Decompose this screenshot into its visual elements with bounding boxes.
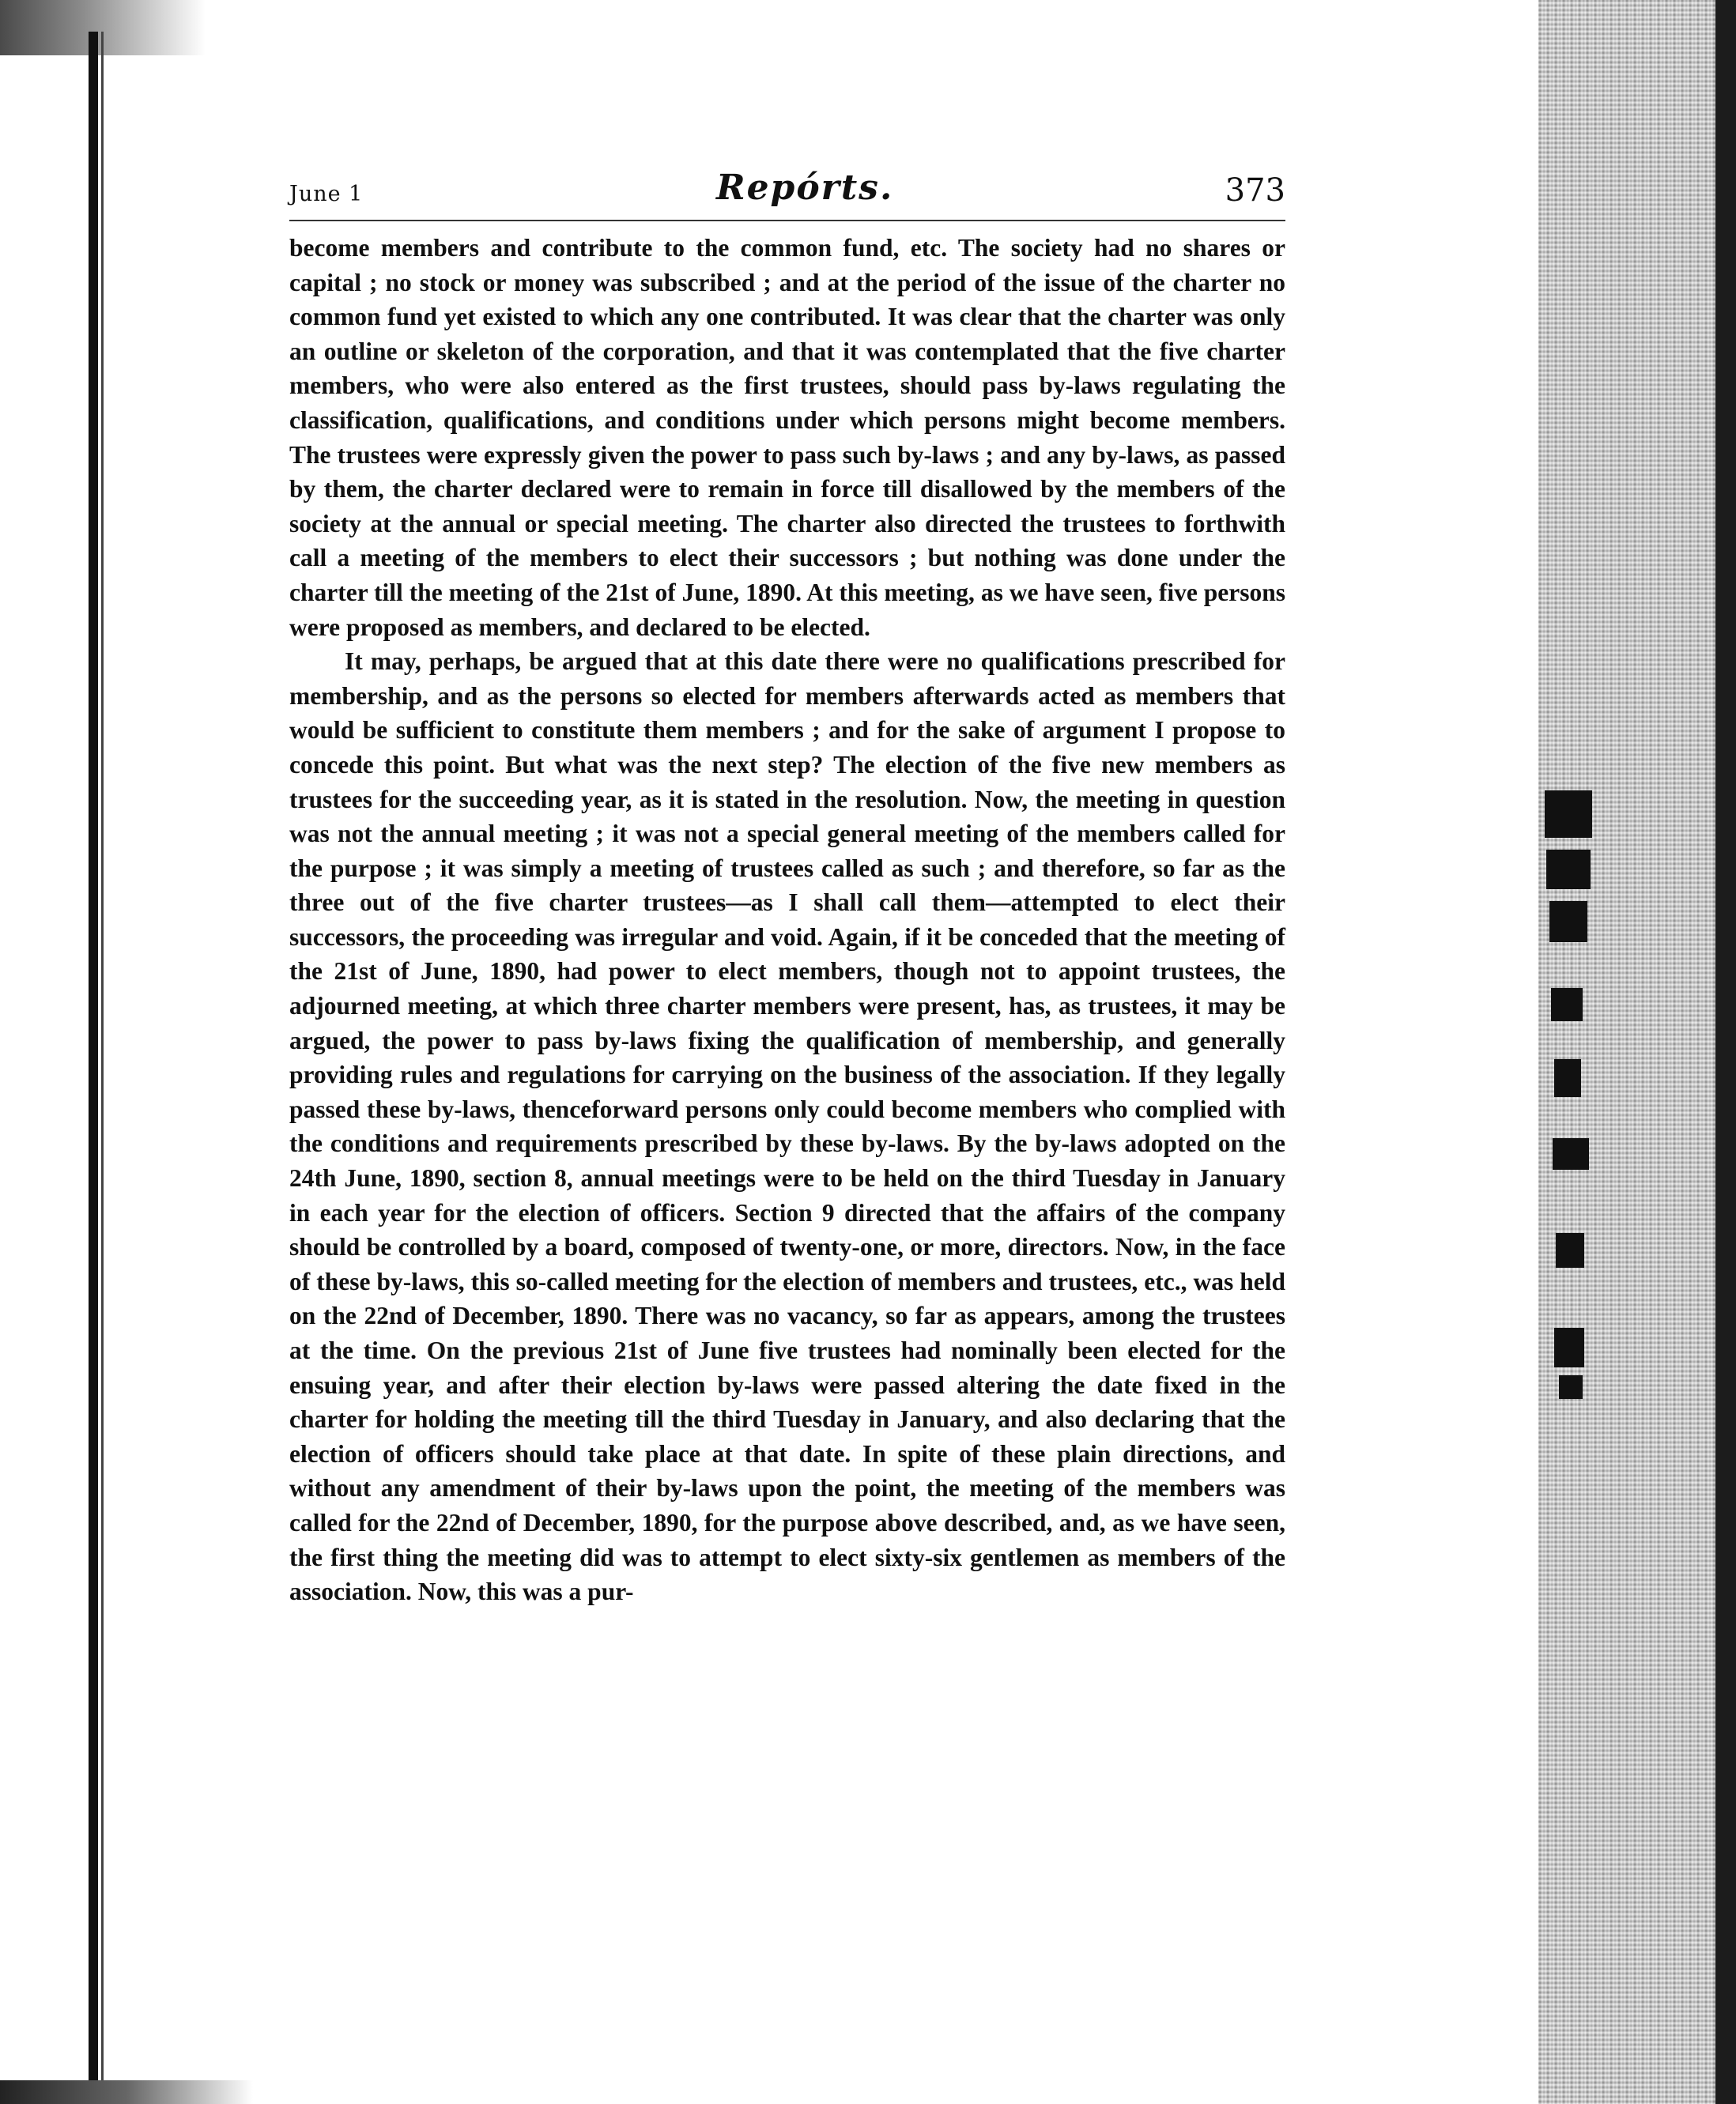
left-binding-edge <box>0 0 119 2104</box>
header-title: Repórts. <box>716 168 894 208</box>
binding-rule-thin <box>101 32 104 2087</box>
edge-blot <box>1556 1233 1584 1268</box>
edge-blot <box>1551 988 1583 1021</box>
header-date: June 1 <box>289 182 364 206</box>
edge-noise <box>1538 0 1736 2104</box>
bottom-left-smudge <box>0 2080 253 2104</box>
page-number: 373 <box>1225 172 1285 209</box>
binding-rule <box>89 32 98 2087</box>
header-rule <box>289 220 1285 221</box>
edge-blot <box>1554 1328 1584 1367</box>
body-text <box>289 231 1285 1609</box>
edge-blot <box>1553 1138 1589 1170</box>
edge-blot <box>1549 901 1587 942</box>
paragraph: It may, perhaps, be argued that at this date there were no qualifications prescribed for membership, and as the persons so elected for members afterwards acted as members that would be sufficient to constitute them members ; and for the sake of argument I propose to concede this point. But what was the next step? The election of the five new members as trustees for the succeeding year, as it is stated in the resolution. Now, the meeting in question was not the annual meeting ; it was not a special general meeting of the members called for the purpose ; it was simply a meeting of trustees called as such ; and therefore, so far as the three out of the five charter trustees—as I shall call them—attempted to elect their successors, the proceeding was irregular and void. Again, if it be conceded that the meeting of the 21st of June, 1890, had power to elect members, though not to appoint trustees, the adjourned meeting, at which three charter members were present, has, as trustees, it may be argued, the power to pass by-laws fixing the qualification of membership, and generally providing rules and regulations for carrying on the business of the association. If they legally passed these by-laws, thenceforward persons only could become members who complied with the conditions and requirements prescribed by these by-laws. By the by-laws adopted on the 24th June, 1890, section 8, annual meetings were to be held on the third Tuesday in January in each year for the election of officers. Section 9 directed that the affairs of the company should be controlled by a board, composed of twenty-one, or more, directors. Now, in the face of these by-laws, this so-called meeting for the election of members and trustees, etc., was held on the 22nd of December, 1890. There was no vacancy, so far as appears, among the trustees at the time. On the previous 21st of June five trustees had nominally been elected for the ensuing year, and after their election by-laws were passed altering the date fixed in the charter for holding the meeting till the third Tuesday in January, and also declaring that the election of officers should take place at that date. In spite of these plain directions, and without any amendment of their by-laws upon the point, the meeting of the members was called for the 22nd of December, 1890, for the purpose above described, and, as we have seen, the first thing the meeting did was to attempt to elect sixty-six gentlemen as members of the association. Now, this was a pur- <box>289 647 1285 1606</box>
page-header <box>289 168 1285 218</box>
edge-dark-strip <box>1715 0 1736 2104</box>
paragraph: become members and contribute to the common fund, etc. The society had no shares or capital ; no stock or money was subscribed ; and at the period of the issue of the charter no common fund yet existed to which any one contributed. It was clear that the charter was only an outline or skeleton of the corporation, and that it was contemplated that the five charter members, who were also entered as the first trustees, should pass by-laws regulating the classification, qualifications, and conditions under which persons might become members. The trustees were expressly given the power to pass such by-laws ; and any by-laws, as passed by them, the charter declared were to remain in force till disallowed by the members of the society at the annual or special meeting. The charter also directed the trustees to forthwith call a meeting of the members to elect their successors ; but nothing was done under the charter till the meeting of the 21st of June, 1890. At this meeting, as we have seen, five persons were proposed as members, and declared to be elected. <box>289 234 1285 641</box>
edge-blot <box>1545 790 1592 838</box>
edge-blot <box>1559 1375 1583 1399</box>
right-page-edge <box>1538 0 1736 2104</box>
edge-blot <box>1554 1059 1581 1097</box>
edge-blot <box>1546 850 1591 889</box>
